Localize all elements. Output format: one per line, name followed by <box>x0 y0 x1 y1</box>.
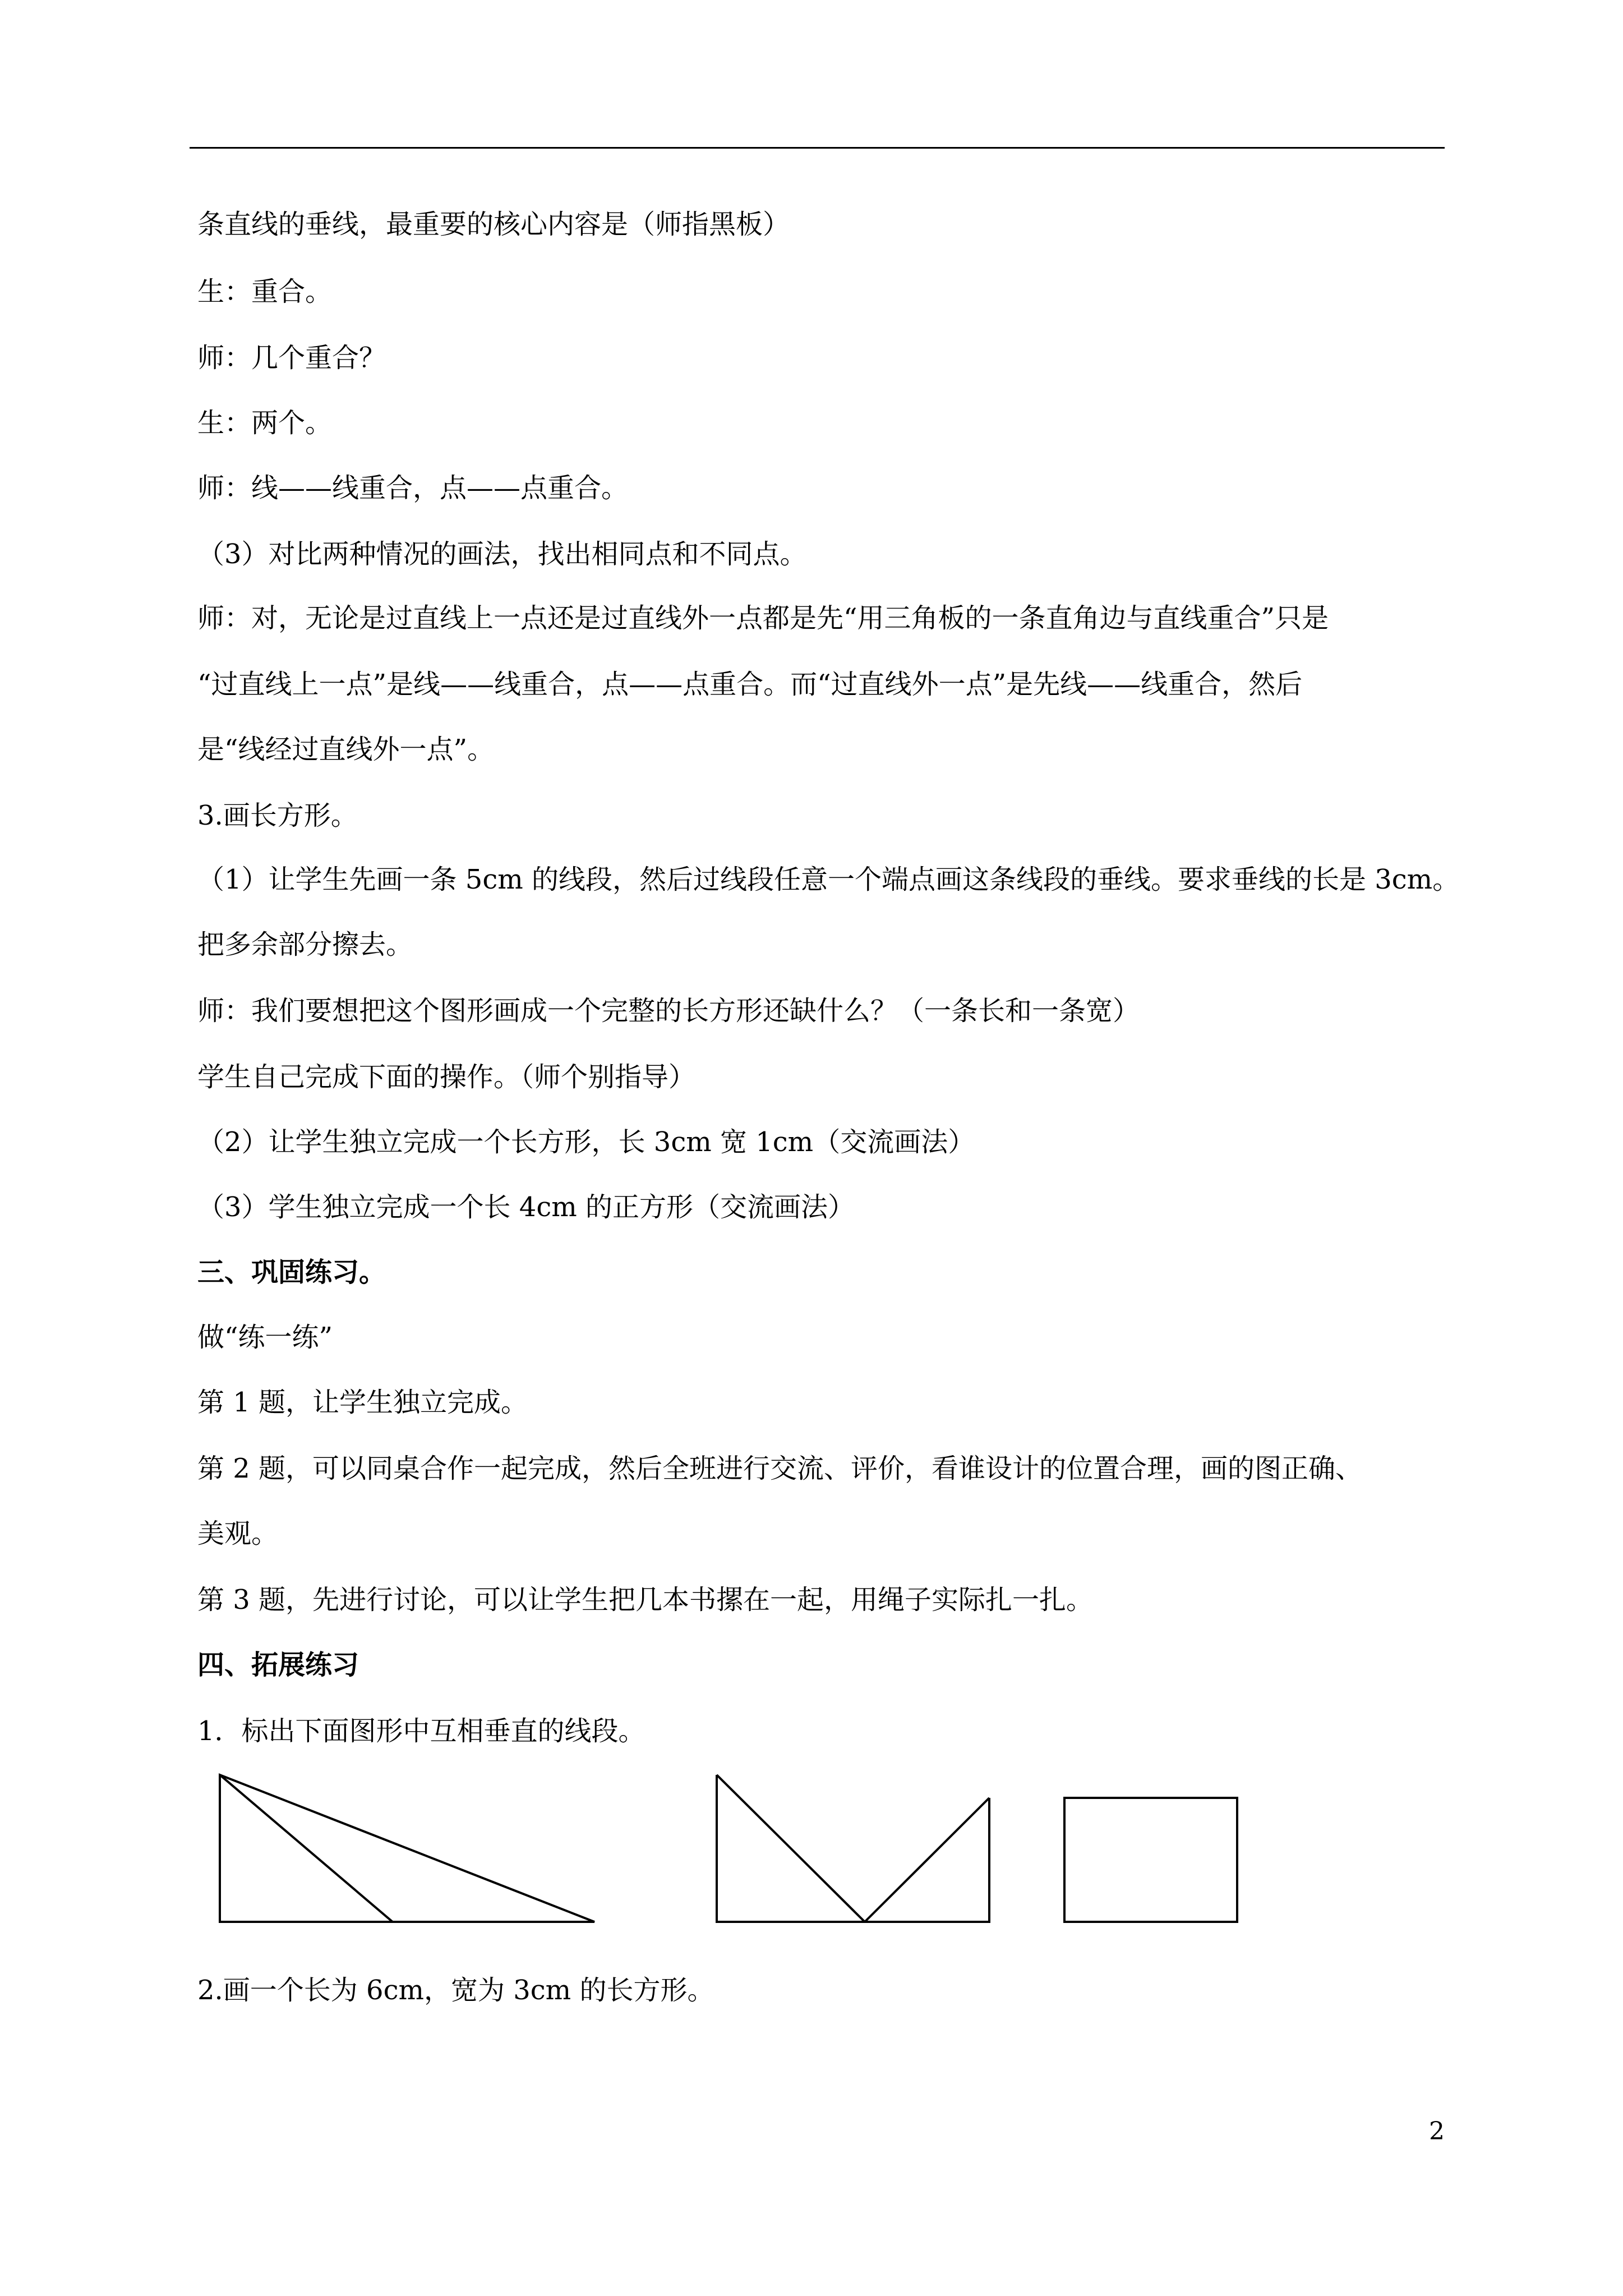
text-line-19: 第 1 题，让学生独立完成。 <box>197 1387 528 1418</box>
text-line-2: 生：重合。 <box>197 276 333 307</box>
text-line-20: 第 2 题，可以同桌合作一起完成，然后全班进行交流、评价，看谁设计的位置合理，画的图正确、 <box>197 1453 1363 1484</box>
triangle-inner-segment <box>220 1775 393 1922</box>
rectangle-outline <box>1064 1798 1237 1922</box>
text-line-8: “过直线上一点”是线——线重合，点——点重合。而“过直线外一点”是先线——线重合，然后 <box>197 669 1303 700</box>
text-line-4: 生：两个。 <box>197 407 333 439</box>
text-line-15: （2）让学生独立完成一个长方形，长 3cm 宽 1cm（交流画法） <box>197 1126 975 1158</box>
text-line-16: （3）学生独立完成一个长 4cm 的正方形（交流画法） <box>197 1191 855 1223</box>
v-shape-left-arm <box>717 1775 865 1922</box>
text-line-14: 学生自己完成下面的操作。（师个别指导） <box>197 1061 696 1093</box>
text-line-11: （1）让学生先画一条 5cm 的线段，然后过线段任意一个端点画这条线段的垂线。要求垂线的长是 3cm。 <box>197 864 1460 895</box>
text-line-10: 3.画长方形。 <box>197 800 358 831</box>
text-line-25: 2.画一个长为 6cm，宽为 3cm 的长方形。 <box>197 1975 714 2006</box>
text-line-22: 第 3 题，先进行讨论，可以让学生把几本书摞在一起，用绳子实际扎一扎。 <box>197 1584 1094 1616</box>
text-line-1: 条直线的垂线，最重要的核心内容是（师指黑板） <box>197 209 790 240</box>
section-heading-4: 四、拓展练习 <box>197 1649 359 1681</box>
text-line-21: 美观。 <box>197 1518 279 1549</box>
text-line-13: 师：我们要想把这个图形画成一个完整的长方形还缺什么？（一条长和一条宽） <box>197 995 1140 1027</box>
text-line-3: 师：几个重合？ <box>197 342 386 374</box>
section-heading-3: 三、巩固练习。 <box>197 1257 386 1288</box>
text-line-9: 是“线经过直线外一点”。 <box>197 734 495 765</box>
v-shape-frame <box>717 1775 989 1922</box>
rectangle-figure <box>1064 1798 1237 1922</box>
text-line-12: 把多余部分擦去。 <box>197 929 413 960</box>
text-line-5: 师：线——线重合，点——点重合。 <box>197 472 629 504</box>
text-line-6: （3）对比两种情况的画法，找出相同点和不同点。 <box>197 539 807 570</box>
v-shape-figure <box>717 1775 989 1922</box>
text-line-7: 师：对，无论是过直线上一点还是过直线外一点都是先“用三角板的一条直角边与直线重合”只是 <box>197 602 1329 634</box>
geometry-figures <box>208 1767 1329 1935</box>
text-line-18: 做“练一练” <box>197 1322 333 1353</box>
right-triangle-outline <box>220 1775 594 1922</box>
triangle-figure <box>220 1775 594 1922</box>
v-shape-right-arm <box>865 1798 989 1922</box>
text-line-24: 1．标出下面图形中互相垂直的线段。 <box>197 1715 645 1747</box>
header-rule <box>190 147 1445 149</box>
page-number: 2 <box>1429 2117 1445 2146</box>
